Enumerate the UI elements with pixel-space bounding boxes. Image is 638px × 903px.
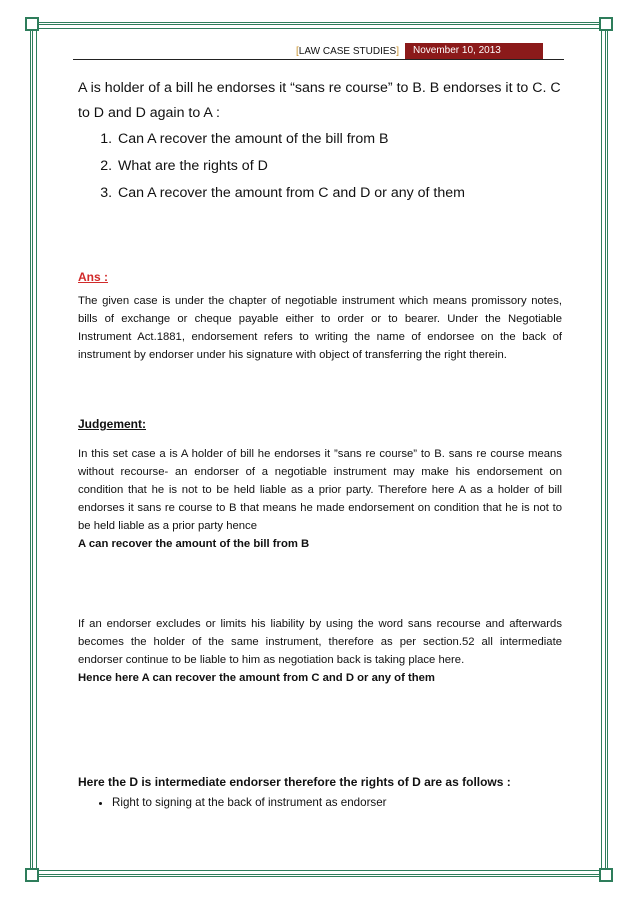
header-rule <box>73 59 564 60</box>
question-item: 3. Can A recover the amount from C and D or any of them <box>116 180 562 207</box>
question-item: 1. Can A recover the amount of the bill from B <box>116 126 562 153</box>
rights-heading: Here the D is intermediate endorser therefore the rights of D are as follows : <box>78 775 511 789</box>
document-body <box>78 76 562 811</box>
header-title: [LAW CASE STUDIES] <box>296 45 399 57</box>
judgement-text: In this set case a is A holder of bill he endorses it ”sans re course” to B. sans re course means without recourse- an endorser of a negotiable instrument may make his endorsement on condition that he is not to be held liable as a prior party. Therefore here A as a holder of bill endorses it sans re course to B that means he made endorsement on condition that he is not to be held liable as a prior party hence A can recover the amount of the bill from B <box>78 448 562 550</box>
header-date: November 10, 2013 <box>405 43 543 59</box>
corner-ornament <box>599 17 613 31</box>
corner-ornament <box>25 868 39 882</box>
judgement-heading: Judgement: <box>78 417 147 431</box>
answer-text: The given case is under the chapter of negotiable instrument which means promissory notes, bills of exchange or cheque payable either to order or to bearer. Under the Negotiable Instrument Act.1881, endorsement refers to writing the name of endorsee on the back of instrument by endorser under his signature with object of transferring the right therein. <box>78 295 562 361</box>
corner-ornament <box>25 17 39 31</box>
question-list <box>78 126 562 207</box>
judgement-conclusion: A can recover the amount of the bill from B <box>78 538 310 550</box>
judgement-text-2: If an endorser excludes or limits his liability by using the word sans recourse and afterwards becomes the holder of the same instrument, therefore as per section.52 all intermediate endorser continue to be liable to him as negotiation back is taking place here. Hence here A can recover the amount from C and D or any of them <box>78 618 562 684</box>
corner-ornament <box>599 868 613 882</box>
rights-list <box>78 795 562 811</box>
rights-item: • Right to signing at the back of instrument as endorser <box>112 795 562 811</box>
question-item: 2. What are the rights of D <box>116 153 562 180</box>
answer-heading: Ans : <box>78 270 108 284</box>
judgement-conclusion-2: Hence here A can recover the amount from C and D or any of them <box>78 672 435 684</box>
page-header <box>296 43 543 59</box>
question-text: A is holder of a bill he endorses it “sans re course” to B. B endorses it to C. C to D and D again to A : <box>78 80 561 121</box>
